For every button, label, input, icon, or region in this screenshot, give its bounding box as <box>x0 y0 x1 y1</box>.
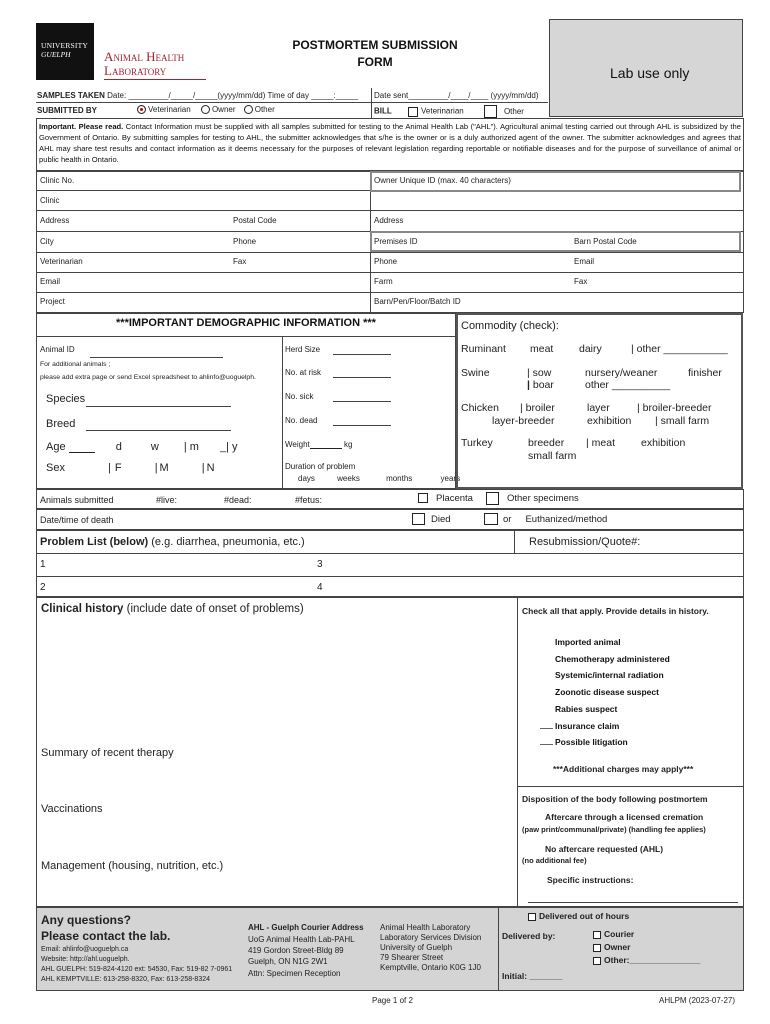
check-item[interactable] <box>540 737 628 747</box>
ruminant-other-label: other ___________ <box>636 343 728 355</box>
chicken-broiler-breeder-label: broiler-breeder <box>642 402 712 414</box>
demographic-heading: ***IMPORTANT DEMOGRAPHIC INFORMATION *** <box>116 317 376 329</box>
other-specimens-checkbox[interactable] <box>486 492 499 505</box>
no-fee-note: (no additional fee) <box>522 856 587 865</box>
bill-other-label: Other <box>503 106 524 116</box>
mail-line-3: University of Guelph <box>380 943 453 952</box>
clinic-no-field[interactable]: Clinic No. <box>40 176 75 185</box>
management-label[interactable]: Management (housing, nutrition, etc.) <box>41 860 224 872</box>
duration-months: months <box>386 474 413 483</box>
died-checkbox[interactable] <box>412 513 425 525</box>
sex-male: M <box>159 462 169 474</box>
duration-weeks: weeks <box>337 474 360 483</box>
check-item-label: Imported animal <box>555 637 621 647</box>
disposition-heading: Disposition of the body following postmortem <box>522 794 708 804</box>
footer-kemptville-phone: AHL KEMPTVILLE: 613-258-8320, Fax: 613-258-8324 <box>41 976 211 983</box>
check-item-label: Zoonotic disease suspect <box>555 687 659 698</box>
duration-years: years <box>440 474 461 483</box>
mail-line-1: Animal Health Laboratory <box>380 923 471 932</box>
initial-field[interactable]: Initial: _______ <box>502 971 563 981</box>
age-label: Age <box>46 441 66 453</box>
dead-count-field[interactable]: #dead: <box>224 495 252 505</box>
check-all-heading: Check all that apply. Provide details in history. <box>522 606 709 616</box>
questions-heading: Any questions? <box>41 913 132 927</box>
clinic-phone-field[interactable]: Phone <box>233 237 257 246</box>
aftercare-note: (paw print/communal/private) (handling fee applies) <box>522 825 706 834</box>
turkey-small-farm[interactable]: small farm <box>528 450 577 462</box>
lab-use-box <box>549 19 743 117</box>
check-item[interactable] <box>540 654 670 664</box>
delivered-hours-label: Delivered out of hours <box>539 911 630 921</box>
owner-checkbox[interactable] <box>593 944 601 952</box>
no-sick-label: No. sick <box>285 392 314 401</box>
swine-label: Swine <box>461 367 490 379</box>
radio-owner[interactable] <box>201 105 210 114</box>
barn-postal-field[interactable]: Barn Postal Code <box>574 237 637 246</box>
or-label: or <box>503 513 512 525</box>
problem-list-heading <box>40 536 305 548</box>
owner-label: Owner <box>604 942 631 952</box>
courier-title: AHL - Guelph Courier Address <box>248 923 364 932</box>
turkey-meat-label: meat <box>591 437 615 449</box>
swine-other[interactable]: other __________ <box>585 379 671 391</box>
delivered-hours-checkbox[interactable] <box>528 913 536 921</box>
courier-label: Courier <box>604 929 635 939</box>
problem-list-hint: (e.g. diarrhea, pneumonia, etc.) <box>151 536 305 548</box>
ruminant-meat[interactable]: meat <box>530 343 554 355</box>
courier-line-3: Guelph, ON N1G 2W1 <box>248 957 328 966</box>
owner-email-field[interactable]: Email <box>574 257 595 266</box>
form-title <box>265 37 485 71</box>
logo-line-1: UNIVERSITY <box>41 41 88 50</box>
footer-email[interactable]: Email: ahlinfo@uoguelph.ca <box>41 946 129 953</box>
swine-nursery[interactable]: nursery/weaner <box>585 367 658 379</box>
university-logo <box>36 23 94 80</box>
mail-line-2: Laboratory Services Division <box>380 933 482 942</box>
ruminant-dairy[interactable]: dairy <box>579 343 602 355</box>
died-label: Died <box>431 513 451 525</box>
species-input[interactable] <box>86 406 231 407</box>
breed-label: Breed <box>46 418 76 430</box>
important-notice <box>36 118 744 171</box>
other-specimens-option[interactable] <box>486 492 579 505</box>
turkey-exhibition[interactable]: exhibition <box>641 437 686 449</box>
important-label: Important. Please read. <box>39 122 124 131</box>
date-of-death-label[interactable]: Date/time of death <box>40 515 114 525</box>
owner-fax-field[interactable]: Fax <box>574 277 588 286</box>
turkey-breeder[interactable]: breeder <box>528 437 565 449</box>
other-specimens-label: Other specimens <box>507 493 579 505</box>
check-item[interactable] <box>540 721 619 731</box>
other-checkbox[interactable] <box>593 957 601 965</box>
no-dead-label: No. dead <box>285 416 318 425</box>
owner-address-field[interactable]: Address <box>374 216 404 225</box>
lab-name <box>104 50 184 78</box>
sex-row[interactable]: Sex | F | M | N <box>46 462 215 474</box>
live-count-field[interactable]: #live: <box>156 495 178 505</box>
courier-checkbox[interactable] <box>593 931 601 939</box>
turkey-meat[interactable]: | meat <box>586 437 615 449</box>
submitted-by-row <box>37 106 97 115</box>
other-label: Other:_______________ <box>604 955 701 965</box>
swine-boar[interactable]: | boar <box>527 379 554 391</box>
form-id: AHLPM (2023-07-27) <box>659 996 736 1005</box>
samples-date-field[interactable]: Date: _________/_____/_____(yyyy/mm/dd) Time of day _____:_____ <box>107 91 358 100</box>
weight-row[interactable] <box>285 440 352 449</box>
check-item-blank[interactable] <box>540 644 553 645</box>
placenta-label: Placenta <box>436 493 473 504</box>
check-item-blank[interactable] <box>540 694 553 695</box>
radio-other[interactable] <box>244 105 253 114</box>
additional-animals-note-2: please add extra page or send Excel spreadsheet to ahlinfo@uoguelph. <box>40 374 256 381</box>
no-at-risk-input[interactable] <box>333 377 391 378</box>
veterinarian-field[interactable]: Veterinarian <box>40 257 83 266</box>
chicken-broiler-label: broiler <box>525 402 555 414</box>
no-aftercare-option[interactable]: No aftercare requested (AHL) <box>545 844 664 854</box>
swine-sow[interactable]: | sow <box>527 367 552 379</box>
chicken-small-farm-label: small farm <box>660 415 710 427</box>
swine-sow-label: sow <box>532 367 552 379</box>
check-item-blank[interactable] <box>540 744 553 745</box>
courier-line-4: Attn: Specimen Reception <box>248 969 341 978</box>
clinic-fax-field[interactable]: Fax <box>233 257 247 266</box>
species-label: Species <box>46 393 86 405</box>
lab-use-label: Lab use only <box>610 65 690 81</box>
bill-row <box>374 105 524 118</box>
ruminant-other[interactable]: | other ___________ <box>631 343 728 355</box>
radio-veterinarian[interactable] <box>137 105 146 114</box>
check-item-label: Systemic/internal radiation <box>555 670 664 681</box>
euthanized-option[interactable] <box>484 513 607 525</box>
check-item-blank[interactable] <box>540 711 553 712</box>
swine-boar-label: boar <box>532 379 554 391</box>
died-option[interactable] <box>412 513 451 525</box>
euthanized-label: Euthanized/method <box>525 513 608 525</box>
date-sent-field[interactable]: Date sent_________/____/____ (yyyy/mm/dd) <box>374 91 539 100</box>
duration-days: days <box>298 474 315 483</box>
ruminant-label: Ruminant <box>461 343 506 355</box>
check-item-blank[interactable] <box>540 661 553 662</box>
bill-vet-checkbox[interactable] <box>408 107 418 117</box>
owner-id-field[interactable]: Owner Unique ID (max. 40 characters) <box>374 176 511 185</box>
mail-line-4: 79 Shearer Street <box>380 953 444 962</box>
no-sick-input[interactable] <box>333 401 391 402</box>
no-dead-input[interactable] <box>333 425 391 426</box>
additional-animals-note: For additional animals ; <box>40 361 111 368</box>
important-text: Contact Information must be supplied with all samples submitted for testing to the Animal Health Lab ("AHL"). Agricultural animal testing carried out through AHL is subsidized by the Government of Ontario. By submitting samples for testing to AHL, the submitter acknowledges that s/he is the owner or is a duly authorized agent of the owner. The submitter acknowledges and agrees that AHL may share test results and contact information as it deems necessary for the purposes of relevant legislation regarding reportable or notifiable diseases and for the purpose of surveillance of animal or public health in Ontario. <box>39 122 741 164</box>
radio-owner-label: Owner <box>211 105 236 114</box>
check-item[interactable] <box>540 687 659 697</box>
chicken-small-farm[interactable]: | small farm <box>655 415 710 427</box>
clinical-history-hint: (include date of onset of problems) <box>126 603 304 615</box>
placenta-option[interactable] <box>418 493 473 504</box>
bill-other-checkbox[interactable] <box>484 105 497 118</box>
samples-taken-label: SAMPLES TAKEN <box>37 91 105 100</box>
chicken-label: Chicken <box>461 402 499 414</box>
age-months: m <box>189 441 199 453</box>
check-item-label: Possible litigation <box>555 737 628 748</box>
clinic-address-field[interactable]: Address <box>40 216 70 225</box>
chicken-layer[interactable]: layer <box>587 402 610 414</box>
contact-lab-heading: Please contact the lab. <box>41 929 171 943</box>
submitted-by-options <box>137 105 275 114</box>
weight-unit: kg <box>344 440 353 449</box>
check-item-blank[interactable] <box>540 728 553 729</box>
check-item-label: Rabies suspect <box>555 703 618 714</box>
page-number: Page 1 of 2 <box>372 996 413 1005</box>
check-item-label: Chemotherapy administered <box>555 653 670 664</box>
delivered-by-label: Delivered by: <box>502 931 556 941</box>
age-years: y <box>231 441 238 453</box>
radio-other-label: Other <box>254 105 275 114</box>
form-title-line-1: POSTMORTEM SUBMISSION <box>292 38 458 52</box>
mail-line-5: Kemptville, Ontario K0G 1J0 <box>380 963 481 972</box>
radio-veterinarian-label: Veterinarian <box>148 105 191 114</box>
euthanized-checkbox[interactable] <box>484 513 498 525</box>
herd-size-input[interactable] <box>333 354 391 355</box>
age-row[interactable]: Age d w | m _| y <box>46 441 238 453</box>
owner-phone-field[interactable]: Phone <box>374 257 398 266</box>
swine-finisher[interactable]: finisher <box>688 367 722 379</box>
barn-id-field[interactable]: Barn/Pen/Floor/Batch ID <box>374 297 461 306</box>
check-item-label: Insurance claim <box>555 720 620 731</box>
vaccinations-label[interactable]: Vaccinations <box>41 803 103 815</box>
no-at-risk-label: No. at risk <box>285 368 322 377</box>
city-field[interactable]: City <box>40 237 54 246</box>
additional-charges-note: ***Additional charges may apply*** <box>553 764 694 774</box>
sex-neutered: N <box>206 462 215 474</box>
therapy-summary-label[interactable]: Summary of recent therapy <box>41 747 174 759</box>
lab-name-line-2: Laboratory <box>104 63 167 78</box>
bill-vet-label: Veterinarian <box>421 106 464 116</box>
clinical-history-heading[interactable] <box>41 603 304 615</box>
lab-name-line-1: Animal Health <box>104 49 185 64</box>
commodity-section <box>456 313 743 489</box>
clinic-field[interactable]: Clinic <box>40 196 60 205</box>
fetus-count-field[interactable]: #fetus: <box>295 495 323 505</box>
breed-input[interactable] <box>86 430 231 431</box>
premises-id-field[interactable]: Premises ID <box>374 237 418 246</box>
chicken-broiler[interactable]: | broiler <box>520 402 555 414</box>
problem-1[interactable]: 1 <box>40 559 46 570</box>
duration-row[interactable] <box>298 474 460 483</box>
aftercare-option[interactable]: Aftercare through a licensed cremation <box>545 812 704 822</box>
delivered-courier-option[interactable] <box>593 929 634 939</box>
check-item[interactable] <box>540 670 664 680</box>
sex-label: Sex <box>46 462 65 474</box>
weight-label: Weight <box>285 440 310 449</box>
sex-female: F <box>114 462 122 474</box>
clinical-history-label: Clinical history <box>41 603 124 615</box>
check-item[interactable] <box>540 704 617 714</box>
problem-list-label: Problem List (below) <box>40 536 149 548</box>
specific-instructions-label[interactable]: Specific instructions: <box>547 875 634 885</box>
footer-website[interactable]: Website: http://ahl.uoguelph. <box>41 956 130 963</box>
samples-taken-row[interactable] <box>37 91 358 100</box>
animals-submitted-label: Animals submitted <box>40 495 114 505</box>
animal-id-label: Animal ID <box>40 345 75 354</box>
age-weeks: w <box>150 441 159 453</box>
age-days: d <box>115 441 122 453</box>
bill-label: BILL <box>374 106 392 116</box>
courier-line-1: UoG Animal Health Lab-PAHL <box>248 935 355 944</box>
resubmission-field[interactable]: Resubmission/Quote#: <box>529 536 641 548</box>
check-item[interactable] <box>540 637 621 647</box>
chicken-broiler-breeder[interactable]: | broiler-breeder <box>637 402 712 414</box>
problem-2[interactable]: 2 <box>40 582 46 593</box>
placenta-checkbox[interactable] <box>418 493 428 503</box>
logo-line-2: GUELPH <box>41 50 71 59</box>
postal-code-field[interactable]: Postal Code <box>233 216 277 225</box>
herd-size-label: Herd Size <box>285 345 321 354</box>
chicken-layer-breeder[interactable]: layer-breeder <box>492 415 555 427</box>
duration-label: Duration of problem <box>285 462 356 471</box>
problem-4[interactable]: 4 <box>317 582 323 593</box>
farm-field[interactable]: Farm <box>374 277 393 286</box>
submitted-by-label: SUBMITTED BY <box>37 106 97 115</box>
delivered-hours-option[interactable] <box>528 911 629 921</box>
turkey-label: Turkey <box>461 437 493 449</box>
check-item-blank[interactable] <box>540 677 553 678</box>
commodity-heading: Commodity (check): <box>461 320 559 332</box>
problem-3[interactable]: 3 <box>317 559 323 570</box>
footer-guelph-phone: AHL GUELPH: 519-824-4120 ext: 54530, Fax: 519-82 7-0961 <box>41 966 233 973</box>
clinic-email-field[interactable]: Email <box>40 277 61 286</box>
chicken-exhibition[interactable]: exhibition <box>587 415 632 427</box>
delivered-other-option[interactable] <box>593 955 700 965</box>
project-field[interactable]: Project <box>40 297 65 306</box>
delivered-owner-option[interactable] <box>593 942 630 952</box>
form-title-line-2: FORM <box>357 55 393 69</box>
courier-line-2: 419 Gordon Street-Bldg 89 <box>248 946 344 955</box>
